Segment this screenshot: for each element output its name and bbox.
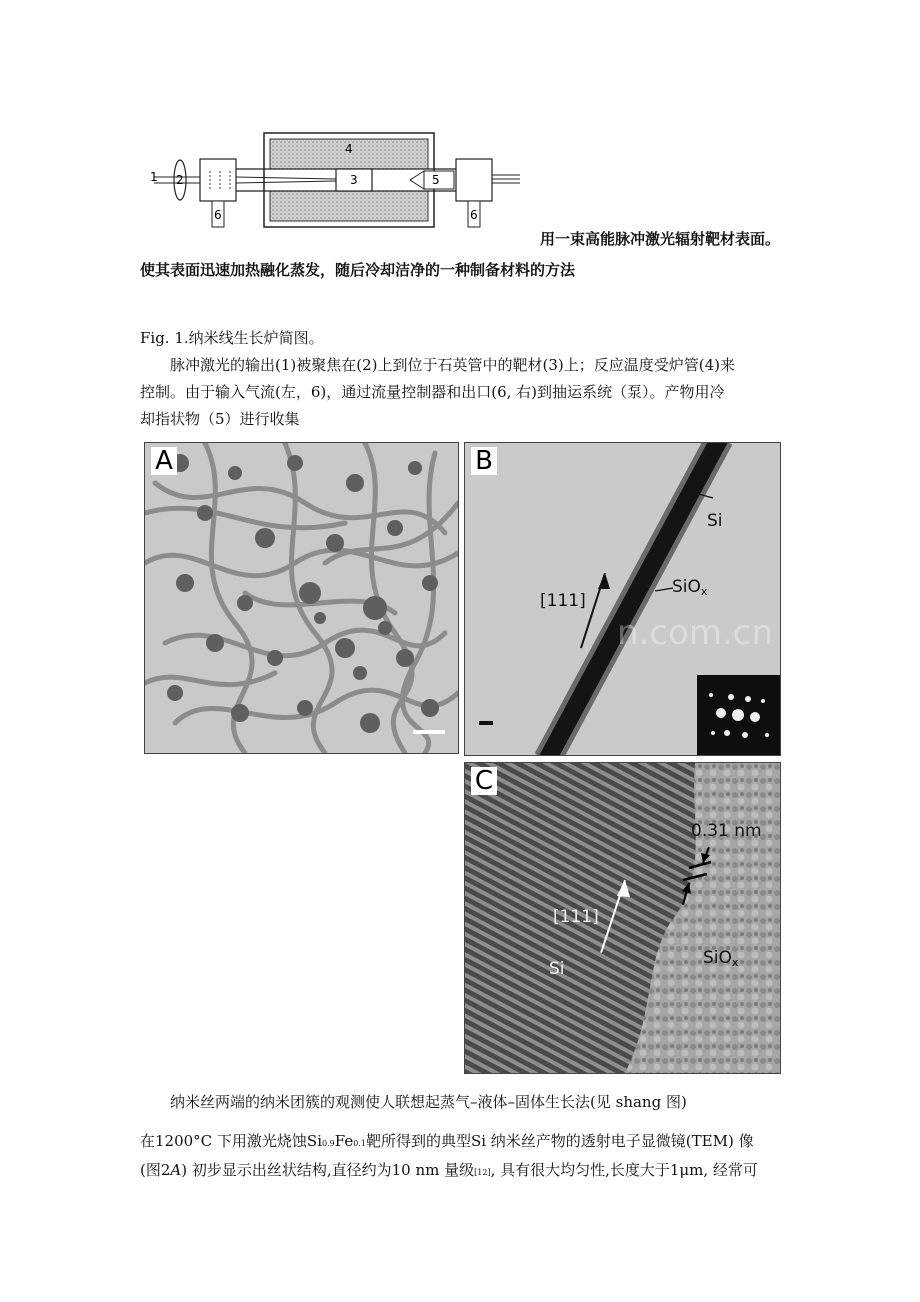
panel-letter-a: A [151, 447, 177, 475]
label-si: Si [707, 511, 723, 531]
scale-bar [479, 721, 493, 725]
description-line-1: 脉冲激光的输出(1)被聚焦在(2)上到位于石英管中的靶材(3)上；反应温度受炉管(4)来 [170, 356, 735, 374]
label-siox: SiO$_x$ [703, 948, 739, 969]
single-nanowire-image [465, 443, 780, 755]
paragraph-vls: 纳米丝两端的纳米团簇的观测使人联想起蒸气–液体–固体生长法(见 shang 图) [170, 1093, 687, 1111]
micrograph-panel-c [464, 762, 781, 1074]
apparatus-label-6-right: 6 [470, 208, 478, 222]
figure-1-label: Fig. 1.纳米线生长炉简图。 [140, 329, 324, 347]
caption-line-2: 使其表面迅速加热融化蒸发，随后冷却洁净的一种制备材料的方法 [140, 261, 576, 279]
apparatus-label-3: 3 [350, 173, 358, 187]
lattice-fringe-image [465, 763, 780, 1073]
paragraph-tem-line-2: (图2A) 初步显示出丝状结构,直径约为10 nm 量级[12], 具有很大均匀性,长度大于1μm, 经常可 [140, 1161, 758, 1179]
panel-letter-b: B [471, 447, 497, 475]
description-line-3: 却指状物（5）进行收集 [140, 410, 300, 428]
label-direction-111: [111] [540, 591, 586, 611]
apparatus-label-4: 4 [345, 142, 353, 156]
label-direction-111: [111] [553, 907, 599, 927]
panel-letter-c: C [471, 767, 497, 795]
apparatus-label-6-left: 6 [214, 208, 222, 222]
label-si: Si [549, 959, 565, 979]
watermark: n.com.cn [617, 613, 774, 653]
figure-1-description [140, 352, 782, 433]
paragraph-tem [140, 1128, 788, 1186]
apparatus-diagram [140, 125, 525, 235]
label-siox: SiO$_x$ [672, 577, 708, 598]
label-spacing: 0.31 nm [691, 821, 762, 841]
apparatus-label-5: 5 [432, 173, 440, 187]
description-line-2: 控制。由于输入气流(左，6)，通过流量控制器和出口(6, 右)到抽运系统（泵）。产物用冷 [140, 383, 725, 401]
caption-line-1: 用一束高能脉冲激光辐射靶材表面。 [539, 230, 780, 248]
scale-bar [413, 730, 445, 734]
micrograph-panel-b [464, 442, 781, 756]
apparatus-label-1: 1 [150, 170, 158, 184]
nanowire-network-image [145, 443, 458, 753]
apparatus-label-2: 2 [176, 173, 184, 187]
paragraph-tem-line-1: 在1200°C 下用激光烧蚀Si0.9Fe0.1靶所得到的典型Si 纳米丝产物的透射电子显微镜(TEM) 像 [140, 1132, 754, 1150]
micrograph-panel-a [144, 442, 459, 754]
